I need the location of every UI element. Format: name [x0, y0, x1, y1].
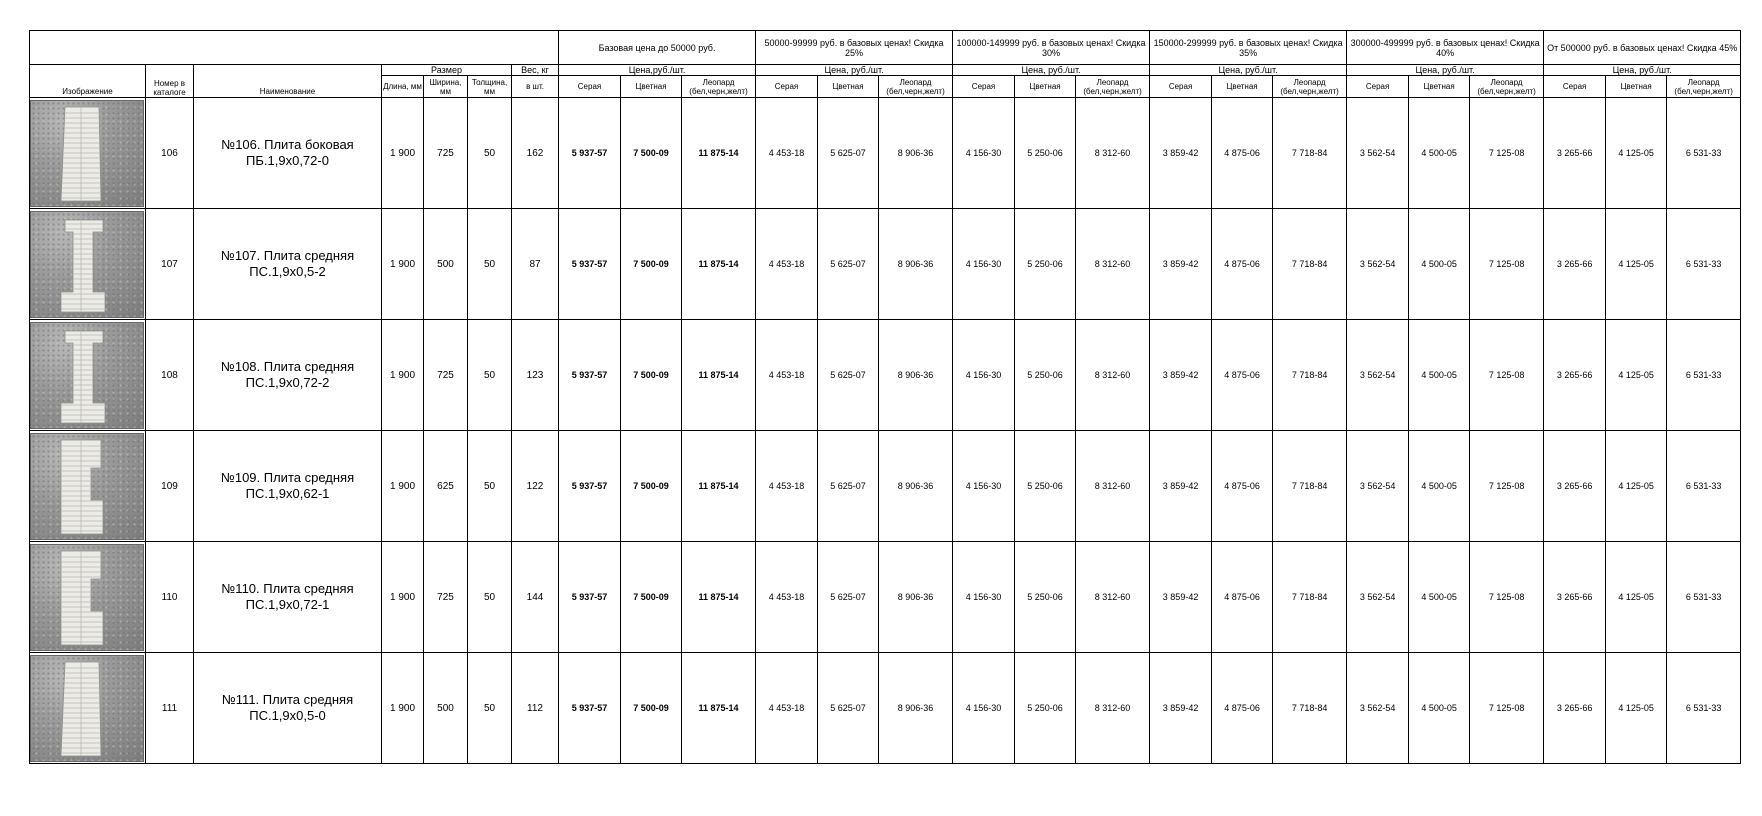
header-blank: [30, 31, 559, 65]
price-cell: 3 562-54: [1347, 431, 1409, 542]
price-cell: 3 859-42: [1150, 209, 1212, 320]
price-cell: 8 312-60: [1076, 542, 1150, 653]
price-cell: 7 718-84: [1273, 209, 1347, 320]
product-photo: [30, 100, 144, 207]
price-cell: 7 500-09: [621, 653, 682, 764]
price-cell: 3 265-66: [1544, 431, 1606, 542]
price-cell: 7 125-08: [1470, 542, 1544, 653]
price-cell: 4 875-06: [1212, 320, 1273, 431]
price-cell: 11 875-14: [682, 209, 756, 320]
weight-value: 123: [512, 320, 559, 431]
product-photo: [30, 655, 144, 762]
price-cell: 3 562-54: [1347, 209, 1409, 320]
price-cell: 5 250-06: [1015, 320, 1076, 431]
price-cell: 8 906-36: [879, 431, 953, 542]
header-leopard-tier-3: Леопард (бел,черн,желт): [1273, 76, 1347, 98]
product-image-cell: [30, 431, 146, 542]
length-value: 1 900: [382, 542, 424, 653]
length-value: 1 900: [382, 431, 424, 542]
header-image: Изображение: [30, 65, 146, 98]
table-row: [30, 653, 1741, 764]
price-cell: 5 937-57: [559, 98, 621, 209]
tier-price-label-4: Цена, руб./шт.: [1347, 65, 1544, 76]
header-leopard-tier-5: Леопард (бел,черн,желт): [1667, 76, 1741, 98]
catalog-number: 106: [146, 98, 194, 209]
header-size: Размер: [382, 65, 512, 76]
price-cell: 7 500-09: [621, 209, 682, 320]
price-cell: 3 859-42: [1150, 653, 1212, 764]
weight-value: 162: [512, 98, 559, 209]
weight-value: 112: [512, 653, 559, 764]
product-image-cell: [30, 209, 146, 320]
price-cell: 4 156-30: [953, 98, 1015, 209]
header-color-tier-1: Цветная: [818, 76, 879, 98]
price-cell: 8 906-36: [879, 653, 953, 764]
tier-title-2: 100000-149999 руб. в базовых ценах! Скидка 30%: [953, 31, 1150, 65]
price-cell: 4 453-18: [756, 98, 818, 209]
price-cell: 11 875-14: [682, 542, 756, 653]
table-row: [30, 320, 1741, 431]
thickness-value: 50: [468, 653, 512, 764]
table-row: [30, 209, 1741, 320]
tier-price-label-3: Цена, руб./шт.: [1150, 65, 1347, 76]
tier-title-0: Базовая цена до 50000 руб.: [559, 31, 756, 65]
price-cell: 4 125-05: [1606, 431, 1667, 542]
price-cell: 7 500-09: [621, 98, 682, 209]
header-leopard-tier-2: Леопард (бел,черн,желт): [1076, 76, 1150, 98]
price-cell: 4 453-18: [756, 209, 818, 320]
price-cell: 6 531-33: [1667, 542, 1741, 653]
header-leopard-tier-0: Леопард (бел,черн,желт): [682, 76, 756, 98]
header-width: Ширина, мм: [424, 76, 468, 98]
price-cell: 6 531-33: [1667, 320, 1741, 431]
tier-price-label-1: Цена, руб./шт.: [756, 65, 953, 76]
catalog-number: 110: [146, 542, 194, 653]
header-gray-tier-2: Серая: [953, 76, 1015, 98]
price-cell: 4 500-05: [1409, 98, 1470, 209]
price-cell: 7 500-09: [621, 542, 682, 653]
tier-title-4: 300000-499999 руб. в базовых ценах! Скидка 40%: [1347, 31, 1544, 65]
length-value: 1 900: [382, 98, 424, 209]
price-cell: 4 875-06: [1212, 98, 1273, 209]
price-cell: 4 875-06: [1212, 542, 1273, 653]
price-cell: 5 250-06: [1015, 98, 1076, 209]
price-cell: 7 718-84: [1273, 653, 1347, 764]
thickness-value: 50: [468, 98, 512, 209]
price-cell: 11 875-14: [682, 320, 756, 431]
price-cell: 4 156-30: [953, 653, 1015, 764]
tier-title-5: От 500000 руб. в базовых ценах! Скидка 45%: [1544, 31, 1741, 65]
product-photo: [30, 211, 144, 318]
price-cell: 5 937-57: [559, 653, 621, 764]
width-value: 725: [424, 320, 468, 431]
thickness-value: 50: [468, 320, 512, 431]
price-cell: 7 125-08: [1470, 209, 1544, 320]
header-leopard-tier-1: Леопард (бел,черн,желт): [879, 76, 953, 98]
price-cell: 3 265-66: [1544, 320, 1606, 431]
price-cell: 3 562-54: [1347, 98, 1409, 209]
price-cell: 5 250-06: [1015, 431, 1076, 542]
header-leopard-tier-4: Леопард (бел,черн,желт): [1470, 76, 1544, 98]
price-cell: 4 156-30: [953, 209, 1015, 320]
length-value: 1 900: [382, 653, 424, 764]
price-cell: 5 937-57: [559, 431, 621, 542]
table-row: [30, 98, 1741, 209]
price-cell: 8 312-60: [1076, 209, 1150, 320]
price-cell: 3 859-42: [1150, 98, 1212, 209]
header-name: Наименование: [194, 65, 382, 98]
price-cell: 4 500-05: [1409, 209, 1470, 320]
tier-price-label-0: Цена,руб./шт.: [559, 65, 756, 76]
price-cell: 3 562-54: [1347, 542, 1409, 653]
price-cell: 4 156-30: [953, 431, 1015, 542]
tier-price-label-2: Цена, руб./шт.: [953, 65, 1150, 76]
price-cell: 4 125-05: [1606, 98, 1667, 209]
thickness-value: 50: [468, 431, 512, 542]
width-value: 725: [424, 98, 468, 209]
price-cell: 3 562-54: [1347, 653, 1409, 764]
tier-title-3: 150000-299999 руб. в базовых ценах! Скидка 35%: [1150, 31, 1347, 65]
price-cell: 3 265-66: [1544, 653, 1606, 764]
price-cell: 4 125-05: [1606, 653, 1667, 764]
catalog-number: 107: [146, 209, 194, 320]
price-sheet: [29, 30, 1741, 764]
price-cell: 7 125-08: [1470, 320, 1544, 431]
header-color-tier-0: Цветная: [621, 76, 682, 98]
price-cell: 7 718-84: [1273, 98, 1347, 209]
price-cell: 5 625-07: [818, 542, 879, 653]
width-value: 725: [424, 542, 468, 653]
header-weight-unit: в шт.: [512, 76, 559, 98]
price-cell: 4 453-18: [756, 431, 818, 542]
price-cell: 6 531-33: [1667, 98, 1741, 209]
price-cell: 7 718-84: [1273, 431, 1347, 542]
product-name: №106. Плита боковая ПБ.1,9х0,72-0: [194, 98, 382, 209]
price-cell: 8 312-60: [1076, 431, 1150, 542]
price-cell: 6 531-33: [1667, 653, 1741, 764]
product-image-cell: [30, 542, 146, 653]
product-photo: [30, 433, 144, 540]
price-cell: 3 562-54: [1347, 320, 1409, 431]
product-name: №111. Плита средняя ПС.1,9х0,5-0: [194, 653, 382, 764]
header-weight: Вес, кг: [512, 65, 559, 76]
price-cell: 5 625-07: [818, 209, 879, 320]
price-cell: 5 937-57: [559, 209, 621, 320]
price-cell: 3 265-66: [1544, 209, 1606, 320]
product-photo: [30, 322, 144, 429]
price-cell: 11 875-14: [682, 653, 756, 764]
price-cell: 4 125-05: [1606, 542, 1667, 653]
header-gray-tier-0: Серая: [559, 76, 621, 98]
product-name: №109. Плита средняя ПС.1,9х0,62-1: [194, 431, 382, 542]
price-cell: 8 906-36: [879, 98, 953, 209]
product-name: №108. Плита средняя ПС.1,9х0,72-2: [194, 320, 382, 431]
price-cell: 8 312-60: [1076, 98, 1150, 209]
price-cell: 11 875-14: [682, 98, 756, 209]
price-cell: 5 250-06: [1015, 209, 1076, 320]
price-cell: 5 625-07: [818, 653, 879, 764]
price-cell: 4 875-06: [1212, 431, 1273, 542]
tier-title-1: 50000-99999 руб. в базовых ценах! Скидка 25%: [756, 31, 953, 65]
price-cell: 8 906-36: [879, 209, 953, 320]
price-cell: 5 625-07: [818, 431, 879, 542]
header-gray-tier-1: Серая: [756, 76, 818, 98]
header-thickness: Толщина, мм: [468, 76, 512, 98]
price-cell: 3 265-66: [1544, 542, 1606, 653]
header-gray-tier-4: Серая: [1347, 76, 1409, 98]
product-photo: [30, 544, 144, 651]
header-gray-tier-3: Серая: [1150, 76, 1212, 98]
price-cell: 6 531-33: [1667, 209, 1741, 320]
product-image-cell: [30, 98, 146, 209]
price-table: [29, 30, 1741, 764]
thickness-value: 50: [468, 542, 512, 653]
price-cell: 4 453-18: [756, 542, 818, 653]
price-cell: 7 718-84: [1273, 320, 1347, 431]
weight-value: 122: [512, 431, 559, 542]
price-cell: 3 265-66: [1544, 98, 1606, 209]
catalog-number: 109: [146, 431, 194, 542]
price-cell: 11 875-14: [682, 431, 756, 542]
header-length: Длина, мм: [382, 76, 424, 98]
width-value: 625: [424, 431, 468, 542]
price-cell: 5 250-06: [1015, 542, 1076, 653]
header-catalog: Номер в каталоге: [146, 65, 194, 98]
header-color-tier-3: Цветная: [1212, 76, 1273, 98]
price-cell: 4 453-18: [756, 320, 818, 431]
price-cell: 7 500-09: [621, 320, 682, 431]
table-row: [30, 542, 1741, 653]
price-cell: 6 531-33: [1667, 431, 1741, 542]
header-gray-tier-5: Серая: [1544, 76, 1606, 98]
price-cell: 5 250-06: [1015, 653, 1076, 764]
catalog-number: 111: [146, 653, 194, 764]
price-cell: 4 156-30: [953, 320, 1015, 431]
product-image-cell: [30, 653, 146, 764]
price-cell: 4 125-05: [1606, 209, 1667, 320]
price-cell: 4 453-18: [756, 653, 818, 764]
price-cell: 5 625-07: [818, 320, 879, 431]
weight-value: 144: [512, 542, 559, 653]
header-color-tier-2: Цветная: [1015, 76, 1076, 98]
catalog-number: 108: [146, 320, 194, 431]
price-cell: 8 312-60: [1076, 653, 1150, 764]
price-cell: 4 500-05: [1409, 431, 1470, 542]
length-value: 1 900: [382, 320, 424, 431]
price-cell: 7 125-08: [1470, 653, 1544, 764]
price-cell: 7 125-08: [1470, 98, 1544, 209]
table-row: [30, 431, 1741, 542]
product-image-cell: [30, 320, 146, 431]
header-color-tier-4: Цветная: [1409, 76, 1470, 98]
price-cell: 4 875-06: [1212, 653, 1273, 764]
thickness-value: 50: [468, 209, 512, 320]
price-cell: 5 625-07: [818, 98, 879, 209]
tier-price-label-5: Цена, руб./шт.: [1544, 65, 1741, 76]
header-color-tier-5: Цветная: [1606, 76, 1667, 98]
width-value: 500: [424, 653, 468, 764]
price-cell: 7 718-84: [1273, 542, 1347, 653]
price-cell: 4 500-05: [1409, 320, 1470, 431]
price-cell: 7 125-08: [1470, 431, 1544, 542]
price-cell: 4 156-30: [953, 542, 1015, 653]
price-cell: 3 859-42: [1150, 542, 1212, 653]
price-cell: 5 937-57: [559, 320, 621, 431]
price-cell: 7 500-09: [621, 431, 682, 542]
width-value: 500: [424, 209, 468, 320]
price-cell: 8 906-36: [879, 320, 953, 431]
length-value: 1 900: [382, 209, 424, 320]
price-cell: 4 875-06: [1212, 209, 1273, 320]
price-cell: 4 500-05: [1409, 653, 1470, 764]
price-cell: 3 859-42: [1150, 320, 1212, 431]
price-cell: 8 906-36: [879, 542, 953, 653]
product-name: №107. Плита средняя ПС.1,9х0,5-2: [194, 209, 382, 320]
price-cell: 4 125-05: [1606, 320, 1667, 431]
price-cell: 3 859-42: [1150, 431, 1212, 542]
product-name: №110. Плита средняя ПС.1,9х0,72-1: [194, 542, 382, 653]
weight-value: 87: [512, 209, 559, 320]
price-cell: 5 937-57: [559, 542, 621, 653]
price-cell: 4 500-05: [1409, 542, 1470, 653]
price-cell: 8 312-60: [1076, 320, 1150, 431]
